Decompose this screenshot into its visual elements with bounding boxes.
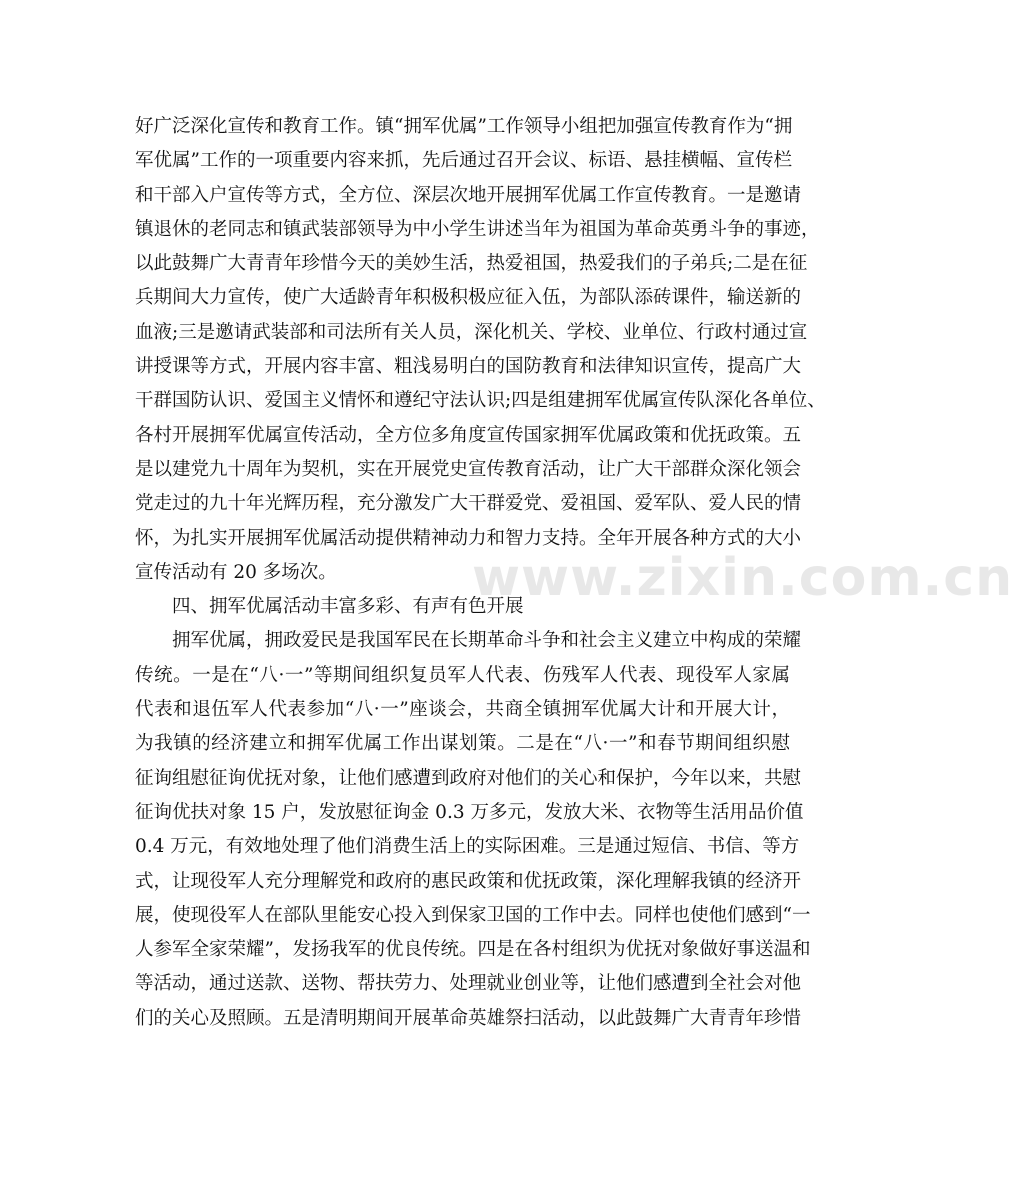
- paragraph-line: 宣传活动有 20 多场次。: [135, 561, 337, 583]
- paragraph-line: 拥军优属，拥政爱民是我国军民在长期革命斗争和社会主义建立中构成的荣耀: [172, 630, 802, 652]
- paragraph-line: 是以建党九十周年为契机，实在开展党史宣传教育活动，让广大干部群众深化领会: [135, 458, 802, 480]
- paragraph-line: 们的关心及照顾。五是清明期间开展革命英雄祭扫活动，以此鼓舞广大青青年珍惜: [135, 1007, 802, 1029]
- watermark: www.zixin.com.cn: [472, 548, 1013, 608]
- paragraph-line: 党走过的九十年光辉历程，充分激发广大干群爱党、爱祖国、爱军队、爱人民的情: [135, 493, 802, 515]
- paragraph-line: 展，使现役军人在部队里能安心投入到保家卫国的工作中去。同样也使他们感到“一: [135, 904, 811, 926]
- paragraph-line: 等活动，通过送款、送物、帮扶劳力、处理就业创业等，让他们感遭到全社会对他: [135, 973, 802, 995]
- paragraph-line: 为我镇的经济建立和拥军优属工作出谋划策。二是在“八·一”和春节期间组织慰: [135, 733, 790, 755]
- paragraph-line: 兵期间大力宣传，使广大适龄青年积极积极应征入伍，为部队添砖课件，输送新的: [135, 287, 802, 309]
- document-body: [135, 110, 826, 1036]
- paragraph-line: 征询组慰征询优抚对象，让他们感遭到政府对他们的关心和保护，今年以来，共慰: [135, 767, 802, 789]
- paragraph-line: 讲授课等方式，开展内容丰富、粗浅易明白的国防教育和法律知识宣传，提高广大: [135, 356, 802, 378]
- section-heading: 四、拥军优属活动丰富多彩、有声有色开展: [172, 596, 524, 618]
- paragraph-line: 式，让现役军人充分理解党和政府的惠民政策和优抚政策，深化理解我镇的经济开: [135, 870, 802, 892]
- paragraph-line: 军优属”工作的一项重要内容来抓，先后通过召开会议、标语、悬挂横幅、宣传栏: [135, 150, 792, 172]
- paragraph-line: 怀，为扎实开展拥军优属活动提供精神动力和智力支持。全年开展各种方式的大小: [135, 527, 802, 549]
- paragraph-line: 代表和退伍军人代表参加“八·一”座谈会，共商全镇拥军优属大计和开展大计，: [135, 699, 790, 721]
- paragraph-line: 血液;三是邀请武装部和司法所有关人员，深化机关、学校、业单位、行政村通过宣: [135, 321, 808, 343]
- paragraph-line: 征询优扶对象 15 户，发放慰征询金 0.3 万多元，发放大米、衣物等生活用品价值: [135, 801, 804, 823]
- paragraph-line: 镇退休的老同志和镇武装部领导为中小学生讲述当年为祖国为革命英勇斗争的事迹，: [135, 218, 820, 240]
- paragraph-line: 各村开展拥军优属宣传活动，全方位多角度宣传国家拥军优属政策和优抚政策。五: [135, 424, 802, 446]
- paragraph-line: 干群国防认识、爱国主义情怀和遵纪守法认识;四是组建拥军优属宣传队深化各单位、: [135, 390, 826, 412]
- paragraph-line: 以此鼓舞广大青青年珍惜今天的美妙生活，热爱祖国，热爱我们的子弟兵;二是在征: [135, 253, 808, 275]
- paragraph-line: 0.4 万元，有效地处理了他们消费生活上的实际困难。三是通过短信、书信、等方: [135, 836, 800, 858]
- paragraph-line: 和干部入户宣传等方式，全方位、深层次地开展拥军优属工作宣传教育。一是邀请: [135, 184, 802, 206]
- paragraph-line: 人参军全家荣耀”，发扬我军的优良传统。四是在各村组织为优抚对象做好事送温和: [135, 939, 811, 961]
- paragraph-line: 传统。一是在“八·一”等期间组织复员军人代表、伤残军人代表、现役军人家属: [135, 664, 790, 686]
- paragraph-line: 好广泛深化宣传和教育工作。镇“拥军优属”工作领导小组把加强宣传教育作为“拥: [135, 116, 793, 137]
